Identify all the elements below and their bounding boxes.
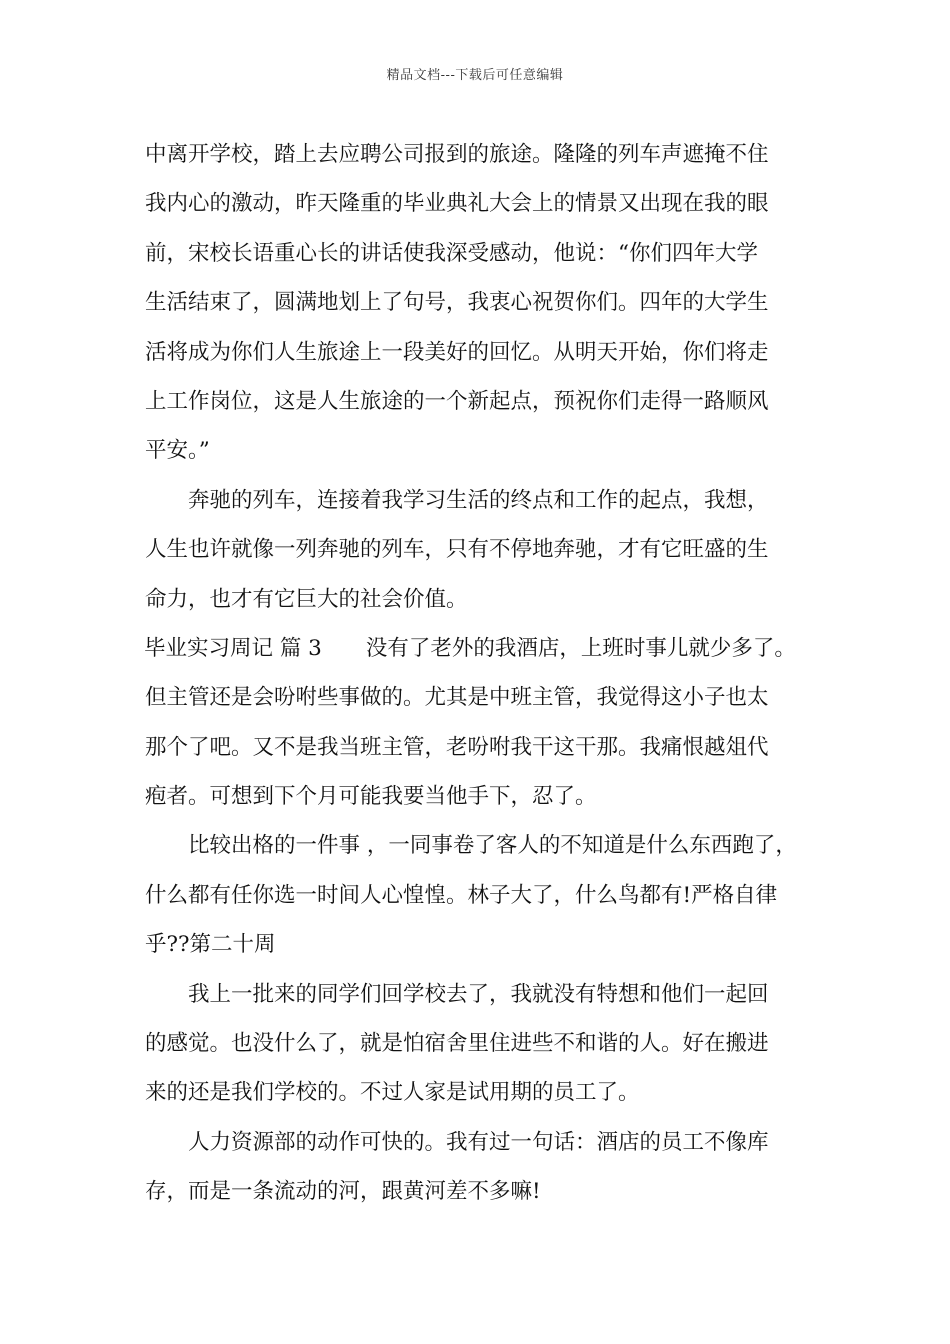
text-line: 前，宋校长语重心长的讲话使我深受感动，他说：“你们四年大学	[145, 240, 758, 266]
text-line: 疱者。可想到下个月可能我要当他手下，忍了。	[145, 784, 597, 810]
text-line: 生活结束了，圆满地划上了句号，我衷心祝贺你们。四年的大学生	[145, 290, 769, 316]
paragraph-start-line: 我上一批来的同学们回学校去了，我就没有特想和他们一起回	[188, 981, 769, 1007]
text-line: 乎??第二十周	[145, 932, 276, 958]
text-line: 的感觉。也没什么了，就是怕宿舍里住进些不和谐的人。好在搬进	[145, 1031, 769, 1057]
text-line: 人生也许就像一列奔驰的列车，只有不停地奔驰，才有它旺盛的生	[145, 537, 769, 563]
page-header: 精品文档---下载后可任意编辑	[386, 68, 564, 83]
paragraph-start-line: 奔驰的列车，连接着我学习生活的终点和工作的起点，我想，	[188, 487, 769, 513]
text-line: 中离开学校，踏上去应聘公司报到的旅途。隆隆的列车声遮掩不住	[145, 142, 769, 167]
text-line: 活将成为你们人生旅途上一段美好的回忆。从明天开始，你们将走	[145, 339, 769, 365]
section-title: 毕业实习周记 篇 3	[144, 635, 322, 661]
text-line: 来的还是我们学校的。不过人家是试用期的员工了。	[145, 1080, 640, 1106]
paragraph-start-line: 人力资源部的动作可快的。我有过一句话：酒店的员工不像库	[188, 1129, 769, 1155]
text-line: 上工作岗位，这是人生旅途的一个新起点，预祝你们走得一路顺风	[145, 388, 769, 414]
text-line: 但主管还是会吩咐些事做的。尤其是中班主管，我觉得这小子也太	[145, 685, 769, 711]
text-line: 存，而是一条流动的河，跟黄河差不多嘛!	[145, 1179, 541, 1205]
section-title-line	[144, 624, 835, 673]
document-body	[145, 130, 835, 1217]
text-line: 那个了吧。又不是我当班主管，老吩咐我干这干那。我痛恨越俎代	[145, 734, 769, 760]
paragraph-start-line: 比较出格的一件事 ，一同事卷了客人的不知道是什么东西跑了，	[188, 833, 797, 859]
text-line: 什么都有任你选一时间人心惶惶。林子大了，什么鸟都有!严格自律	[145, 882, 778, 908]
text-line: 我内心的激动，昨天隆重的毕业典礼大会上的情景又出现在我的眼	[145, 191, 769, 217]
text-line: 命力，也才有它巨大的社会价值。	[145, 586, 468, 612]
text-line: 平安。”	[145, 438, 210, 464]
section-first-text: 没有了老外的我酒店，上班时事儿就少多了。	[365, 635, 796, 661]
